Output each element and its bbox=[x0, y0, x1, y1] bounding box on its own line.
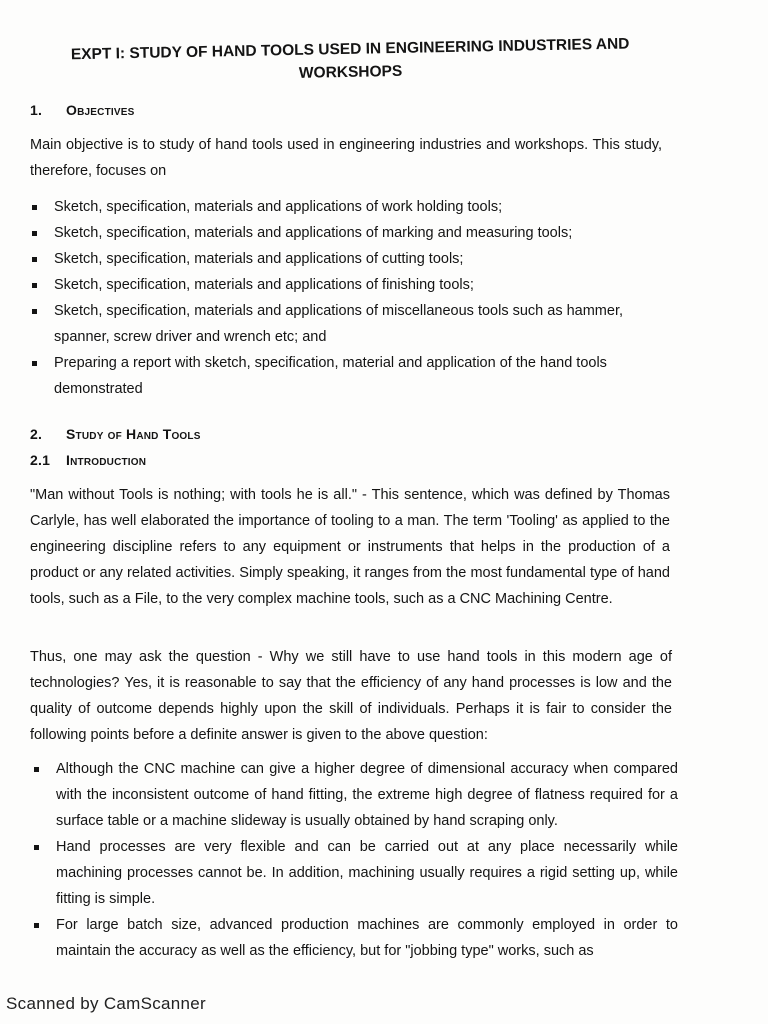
reason-item: For large batch size, advanced production machines are commonly employed in order to maintain the accuracy as well as the efficiency, but for "jobbing type" works, such as bbox=[32, 912, 678, 964]
section-1-number: 1. bbox=[30, 102, 43, 118]
reason-item: Hand processes are very flexible and can be carried out at any place necessarily while machining processes cannot be. In addition, machining usually requires a rigid setting up, while fitting is simple. bbox=[32, 834, 678, 912]
section-2-number: 2. bbox=[30, 426, 43, 442]
section-2-1-heading bbox=[30, 452, 146, 468]
section-2-heading bbox=[30, 426, 201, 442]
objective-item: Sketch, specification, materials and applications of work holding tools; bbox=[30, 194, 670, 220]
section-2-title: Study of Hand Tools bbox=[66, 426, 201, 442]
hand-tools-reasons-list bbox=[32, 756, 678, 964]
objective-item: Sketch, specification, materials and applications of cutting tools; bbox=[30, 246, 670, 272]
objective-item: Sketch, specification, materials and applications of finishing tools; bbox=[30, 272, 670, 298]
section-2-1-number: 2.1 bbox=[30, 452, 51, 468]
title-line-1: EXPT I: STUDY OF HAND TOOLS USED IN ENGINEERING INDUSTRIES AND bbox=[70, 35, 630, 64]
scanner-watermark: Scanned by CamScanner bbox=[6, 994, 207, 1013]
objective-item: Preparing a report with sketch, specification, material and application of the hand tools demonstrated bbox=[30, 350, 670, 402]
objectives-intro: Main objective is to study of hand tools used in engineering industries and workshops. This study, therefore, focuses on bbox=[30, 137, 662, 179]
introduction-paragraph-1: "Man without Tools is nothing; with tools he is all." - This sentence, which was defined by Thomas Carlyle, has well elaborated the importance of tooling to a man. The term 'Tooling' as applied to the engineering discipline refers to any equipment or instruments that helps in the production of a product or any related activities. Simply speaking, it ranges from the most fundamental type of hand tools, such as a File, to the very complex machine tools, such as a CNC Machining Centre. bbox=[30, 487, 670, 607]
objective-item: Sketch, specification, materials and applications of miscellaneous tools such as hammer, spanner, screw driver and wrench etc; and bbox=[30, 298, 670, 350]
section-1-title: Objectives bbox=[66, 102, 135, 118]
introduction-paragraph-2: Thus, one may ask the question - Why we still have to use hand tools in this modern age of technologies? Yes, it is reasonable to say that the efficiency of any hand processes is low and the quality of outcome depends highly upon the skill of individuals. Perhaps it is fair to consider the following points before a definite answer is given to the above question: bbox=[30, 649, 672, 743]
objectives-list bbox=[30, 194, 670, 402]
section-1-heading bbox=[30, 102, 134, 118]
document-title bbox=[30, 32, 671, 90]
title-line-2: WORKSHOPS bbox=[298, 62, 403, 82]
objective-item: Sketch, specification, materials and applications of marking and measuring tools; bbox=[30, 220, 670, 246]
reason-item: Although the CNC machine can give a higher degree of dimensional accuracy when compared with the inconsistent outcome of hand fitting, the extreme high degree of flatness required for a surface table or a machine slideway is usually obtained by hand scraping only. bbox=[32, 756, 678, 834]
section-2-1-title: Introduction bbox=[66, 452, 147, 468]
